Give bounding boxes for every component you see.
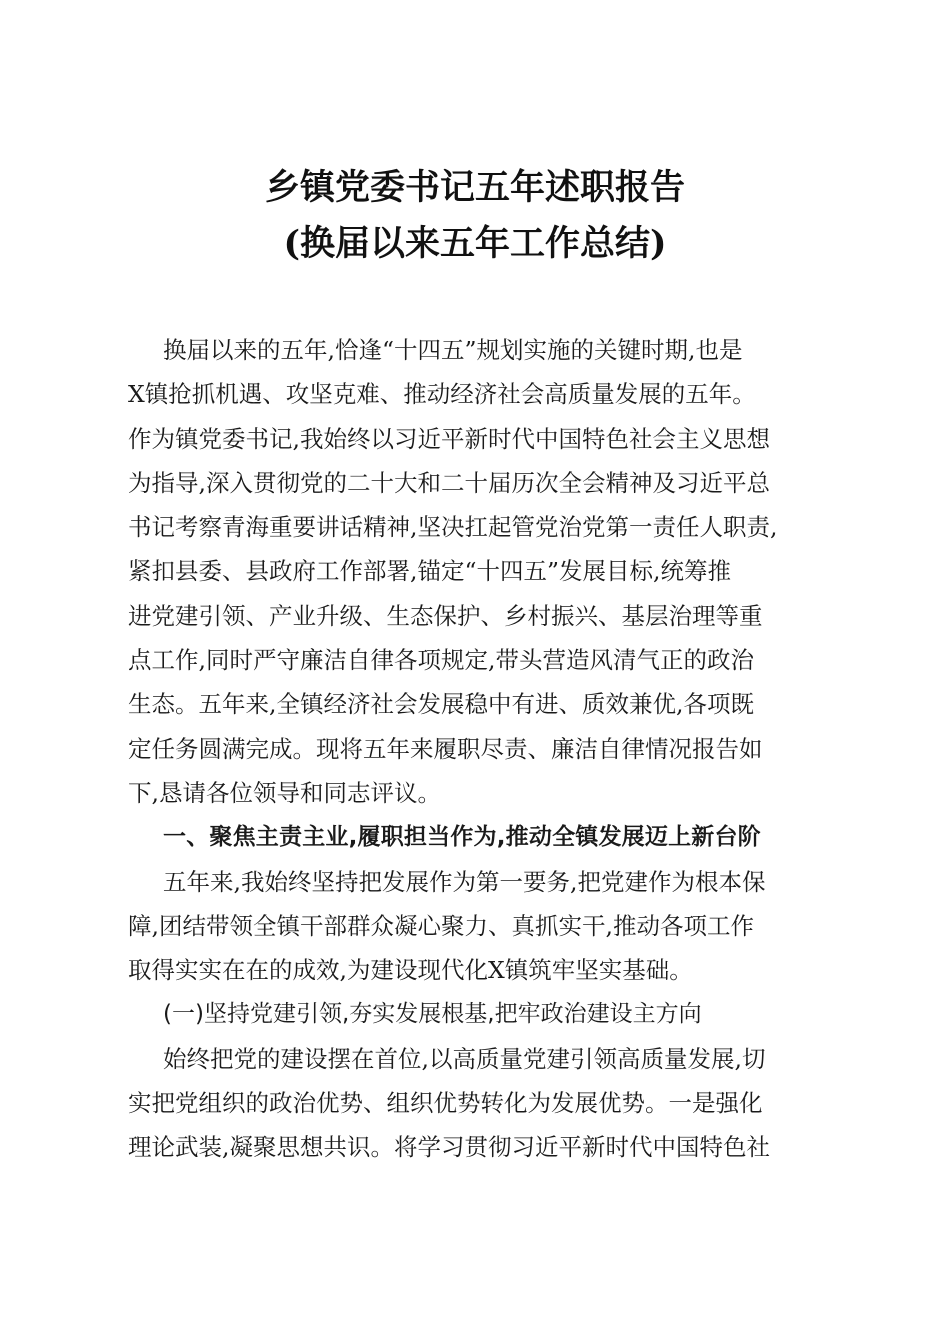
- intro-line: X镇抢抓机遇、攻坚克难、推动经济社会高质量发展的五年。: [128, 380, 756, 409]
- document-body: [128, 328, 828, 1170]
- intro-line: 为指导,深入贯彻党的二十大和二十届历次全会精神及习近平总: [128, 468, 770, 497]
- intro-line: 作为镇党委书记,我始终以习近平新时代中国特色社会主义思想: [128, 424, 770, 453]
- section-heading-1: 一、聚焦主责主业,履职担当作为,推动全镇发展迈上新台阶: [163, 824, 761, 851]
- intro-line: 定任务圆满完成。现将五年来履职尽责、廉洁自律情况报告如: [128, 734, 763, 763]
- title-line-main: 乡镇党委书记五年述职报告: [264, 167, 685, 208]
- document-title: [0, 160, 950, 272]
- section1-line: 取得实实在在的成效,为建设现代化X镇筑牢坚实基础。: [128, 956, 693, 985]
- section2-line: 实把党组织的政治优势、组织优势转化为发展优势。一是强化: [128, 1089, 763, 1118]
- section1-line: 五年来,我始终坚持把发展作为第一要务,把党建作为根本保: [163, 867, 766, 896]
- intro-line: 生态。五年来,全镇经济社会发展稳中有进、质效兼优,各项既: [128, 690, 754, 719]
- title-line-subtitle: (换届以来五年工作总结): [283, 223, 667, 264]
- intro-line: 书记考察青海重要讲话精神,坚决扛起管党治党第一责任人职责,: [128, 513, 778, 542]
- section2-line: 理论武装,凝聚思想共识。将学习贯彻习近平新时代中国特色社: [128, 1133, 770, 1162]
- section2-line: 始终把党的建设摆在首位,以高质量党建引领高质量发展,切: [163, 1044, 766, 1073]
- intro-line: 换届以来的五年,恰逢“十四五”规划实施的关键时期,也是: [163, 336, 743, 364]
- intro-line: 下,恳请各位领导和同志评议。: [128, 778, 441, 807]
- intro-line: 紧扣县委、县政府工作部署,锚定“十四五”发展目标,统筹推: [128, 557, 731, 586]
- section1-line: 障,团结带领全镇干部群众凝心聚力、真抓实干,推动各项工作: [128, 911, 754, 940]
- intro-line: 进党建引领、产业升级、生态保护、乡村振兴、基层治理等重: [128, 601, 763, 630]
- intro-line: 点工作,同时严守廉洁自律各项规定,带头营造风清气正的政治: [128, 646, 754, 675]
- subsection-heading-1: (一)坚持党建引领,夯实发展根基,把牢政治建设主方向: [163, 1001, 702, 1028]
